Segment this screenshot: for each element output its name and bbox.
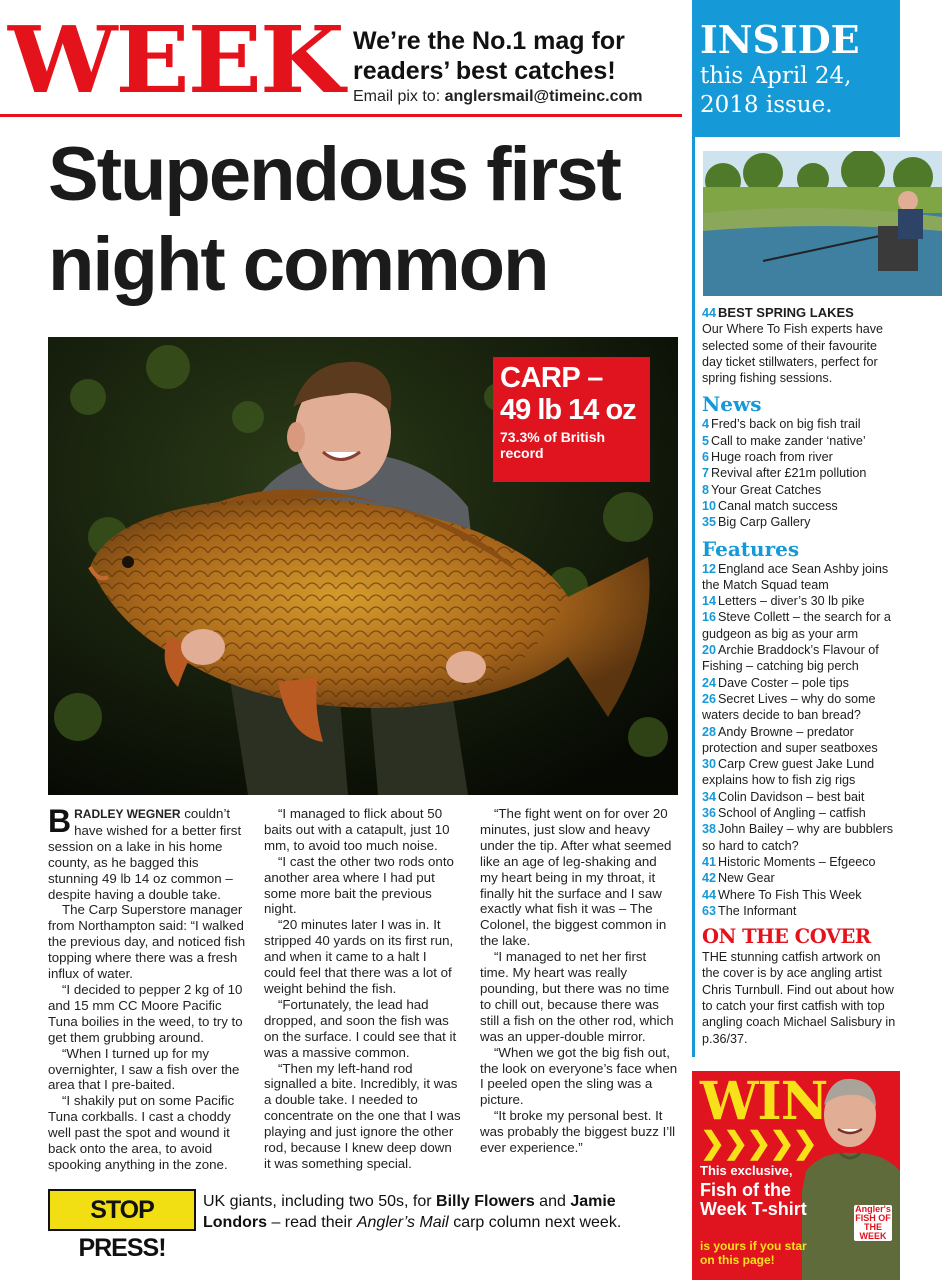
badge-weight: 49 lb 14 oz: [500, 394, 636, 426]
page-number: 44: [702, 887, 717, 902]
contents-list: [702, 305, 900, 1047]
weight-badge: [493, 357, 650, 482]
contents-item-text: Fred’s back on big fish trail: [711, 417, 861, 432]
contents-item[interactable]: [702, 498, 900, 514]
win-condition: is yours if you star on this page!: [700, 1239, 807, 1267]
article-paragraph: “Fortunately, the lead had dropped, and soon the fish was on the surface. I could see that it was a massive common.: [264, 996, 457, 1060]
article-paragraph: “I managed to flick about 50 baits out with a catapult, just 10 mm, to avoid too much noise.: [264, 806, 450, 853]
article-paragraph: “I cast the other two rods onto another area where I had put some more bait the previous night.: [264, 853, 454, 917]
sidebar-lake-photo: [703, 151, 942, 296]
page-number: 41: [702, 854, 717, 869]
page-headline: Stupendous first night common: [48, 132, 620, 307]
page-number: 36: [702, 806, 717, 821]
contents-item[interactable]: [702, 514, 900, 530]
contents-item[interactable]: [702, 609, 900, 642]
stop-press-text: UK giants, including two 50s, for Billy Flowers and Jamie Londors – read their Angler’s Mail carp column next week.: [203, 1193, 622, 1231]
article-paragraph: “When I turned up for my overnighter, I saw a fish over the area that I pre-baited.: [48, 1045, 240, 1093]
features-heading: Features: [702, 536, 800, 561]
page-number: 38: [702, 822, 717, 837]
contents-lead-title: BEST SPRING LAKES: [718, 305, 854, 320]
contents-item-text: Where To Fish This Week: [718, 887, 862, 902]
article-paragraph: “I managed to net her first time. My heart was really pounding, but there was no time to chill out, because there was still a fish on the other rod, which was an upper-double mirror.: [480, 949, 674, 1044]
contents-item-text: Secret Lives – why do some waters decide to ban bread?: [702, 691, 876, 723]
contents-item[interactable]: [702, 561, 900, 594]
article-paragraph: “Then my left-hand rod signalled a bite. Incredibly, it was a double take. I needed to concentrate on the one that I was playing and just ignore the other rod, because I knew deep down it was something special.: [264, 1060, 461, 1171]
masthead-week: WEEK: [8, 6, 343, 114]
contents-item[interactable]: [702, 805, 900, 821]
stop-press-name-2: Jamie Londors: [203, 1193, 616, 1231]
page-number: 24: [702, 675, 717, 690]
page-number: 10: [702, 498, 717, 513]
inside-title: INSIDE: [700, 17, 860, 62]
article-lead-name: RADLEY WEGNER: [74, 807, 181, 821]
contents-item[interactable]: [702, 821, 900, 854]
badge-record-percent: 73.3% of British record: [500, 429, 606, 461]
news-heading: News: [702, 392, 762, 417]
chevron-right-icon: ❯❯❯❯❯: [700, 1127, 816, 1160]
article-paragraph: The Carp Superstore manager from Northampton said: “I walked the previous day, and noticed fish topping where there was a fresh influx of water.: [48, 902, 246, 982]
contents-item-text: Revival after £21m pollution: [711, 466, 867, 481]
contents-item-text: Call to make zander ‘native’: [711, 433, 866, 448]
contents-item-text: Archie Braddock’s Flavour of Fishing – catching big perch: [702, 643, 879, 674]
page-number: 63: [702, 903, 717, 918]
contents-item-text: School of Angling – catfish: [718, 806, 866, 821]
contents-item-text: New Gear: [718, 871, 775, 886]
page-number: 34: [702, 789, 717, 804]
stop-press-mag: Angler’s Mail: [356, 1214, 449, 1231]
page-number: 35: [702, 515, 717, 530]
article-body: [48, 803, 678, 1186]
contents-item-text: Historic Moments – Efgeeco: [718, 854, 876, 869]
contents-item[interactable]: [702, 482, 900, 498]
contents-item[interactable]: [702, 416, 900, 432]
page-number: 16: [702, 610, 717, 625]
contents-item[interactable]: [702, 887, 900, 903]
contents-lead-item[interactable]: [702, 305, 900, 386]
contents-item[interactable]: [702, 903, 900, 919]
article-paragraph: “It broke my personal best. It was probably the biggest buzz I’ll ever experience.”: [480, 1108, 676, 1156]
email-line: [353, 88, 642, 106]
contents-item-text: Canal match success: [718, 498, 838, 513]
contents-item-text: Colin Davidson – best bait: [718, 789, 865, 804]
win-line-1: This exclusive,: [700, 1163, 793, 1178]
contents-item-text: Dave Coster – pole tips: [718, 675, 849, 690]
page-number: 12: [702, 561, 717, 576]
win-prize: Fish of the Week T-shirt: [700, 1180, 807, 1219]
dropcap: B: [48, 803, 72, 839]
page-number: 5: [702, 433, 710, 448]
win-tshirt-promo: [692, 1071, 900, 1280]
main-photo: [48, 337, 678, 795]
contents-item[interactable]: [702, 756, 900, 789]
on-the-cover-text: THE stunning catfish artwork on the cover is by ace angling artist Chris Turnbull. Find out about how to catch your first catfish with top angling coach Michael Salisbury in p.36/37.: [702, 950, 896, 1046]
contents-item-text: Letters – diver’s 30 lb pike: [718, 594, 865, 609]
stop-press-name-1: Billy Flowers: [436, 1193, 535, 1210]
contents-item[interactable]: [702, 724, 900, 757]
contents-item[interactable]: [702, 675, 900, 691]
win-title: WIN: [700, 1071, 828, 1132]
contents-item-text: Steve Collett – the search for a gudgeon as big as your arm: [702, 610, 891, 641]
article-paragraph: “When we got the big fish out, the look on everyone’s face when I peeled open the sling was a picture.: [480, 1044, 678, 1108]
contents-item-text: Andy Browne – predator protection and super seatboxes: [702, 724, 878, 755]
contents-item[interactable]: [702, 449, 900, 465]
email-address[interactable]: anglersmail@timeinc.com: [444, 88, 643, 105]
contents-item-text: The Informant: [718, 903, 797, 918]
contents-item[interactable]: [702, 433, 900, 449]
page-number: 20: [702, 643, 717, 658]
contents-lead-text: Our Where To Fish experts have selected some of their favourite day ticket stillwaters, perfect for spring fishing sessions.: [702, 322, 884, 386]
contents-item[interactable]: [702, 465, 900, 481]
badge-species: CARP –: [500, 362, 603, 394]
features-list: [702, 561, 900, 920]
contents-item-text: John Bailey – why are bubblers so hard to catch?: [702, 822, 894, 853]
page-number: 7: [702, 466, 710, 481]
news-list: [702, 416, 900, 530]
contents-item[interactable]: [702, 642, 900, 675]
contents-item-text: England ace Sean Ashby joins the Match Squad team: [702, 561, 889, 592]
inside-banner: [692, 0, 900, 137]
page-number: 42: [702, 871, 717, 886]
lake-angler-illustration: [703, 151, 942, 296]
contents-item[interactable]: [702, 789, 900, 805]
email-label: Email pix to:: [353, 88, 441, 105]
contents-item-text: Your Great Catches: [711, 482, 822, 497]
contents-item[interactable]: [702, 593, 900, 609]
page-number: 26: [702, 691, 717, 706]
page-number: 4: [702, 417, 710, 432]
page-number: 6: [702, 450, 710, 465]
page-number: 44: [702, 306, 717, 320]
contents-item-text: Carp Crew guest Jake Lund explains how to fish zig rigs: [702, 757, 875, 788]
contents-item-text: Huge roach from river: [711, 450, 833, 465]
contents-item-text: Big Carp Gallery: [718, 515, 811, 530]
article-paragraph: “I shakily put on some Pacific Tuna corkballs. I cast a choddy well past the spot and wound it back onto the area, to avoid spooking anything in the zone.: [48, 1093, 235, 1172]
article-paragraph: BRADLEY WEGNER couldn’t have wished for a better first session on a lake in his home county, as he bagged this stunning 49 lb 14 oz common – despite having a double take.: [48, 803, 242, 902]
contents-item[interactable]: [702, 854, 900, 870]
page-number: 14: [702, 594, 717, 609]
page-number: 28: [702, 724, 717, 739]
sidebar-rule: [692, 137, 695, 1057]
contents-item[interactable]: [702, 691, 900, 724]
article-paragraph: “The fight went on for over 20 minutes, just slow and heavy under the tip. After what seemed like an age of leg-shaking and my heart being in my throat, it finally hit the surface and I saw exactly what fish it was – The Colonel, the biggest common in the lake.: [480, 806, 672, 949]
tagline: We’re the No.1 mag for readers’ best catches!: [353, 27, 625, 85]
on-the-cover-heading: ON THE COVER: [702, 925, 871, 949]
inside-issue-line-1: this April 24,: [700, 63, 852, 89]
page-number: 30: [702, 757, 717, 772]
article-paragraph: “I decided to pepper 2 kg of 10 and 15 mm CC Moore Pacific Tuna boilies in the weed, to try to get them grubbing around.: [48, 981, 243, 1045]
page-number: 8: [702, 482, 710, 497]
inside-issue-line-2: 2018 issue.: [700, 92, 833, 118]
header-rule: [0, 114, 682, 117]
article-paragraph: “20 minutes later I was in. It stripped 40 yards on its first run, and when it came to a halt I could feel that there was a lot of weight behind the fish.: [264, 917, 454, 996]
contents-item[interactable]: [702, 870, 900, 886]
tshirt-logo: Angler's FISH OF THE WEEK: [855, 1204, 891, 1241]
stop-press-label: STOP PRESS!: [48, 1189, 196, 1231]
